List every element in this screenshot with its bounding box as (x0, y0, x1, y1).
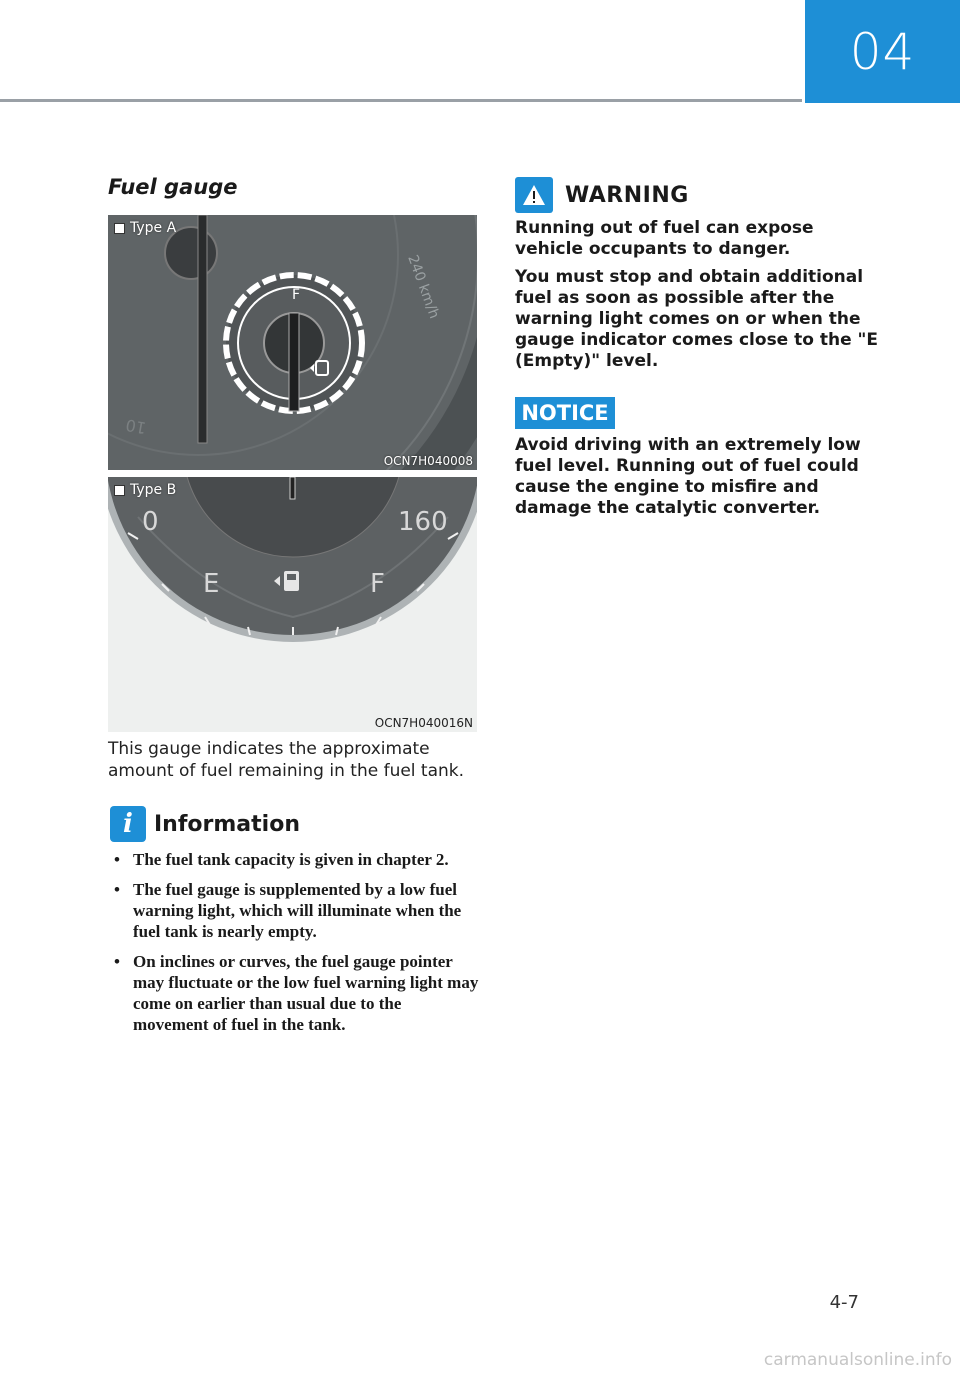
label-marker-icon (114, 485, 125, 496)
tick-mark-label: 10 (124, 415, 148, 438)
type-a-gauge-illustration (108, 215, 477, 470)
full-mark-label: F (292, 287, 301, 303)
description-text: This gauge indicates the approximate amount of fuel remaining in the fuel tank. (108, 739, 465, 781)
list-item: • The fuel gauge is supplemented by a low fuel warning light, which will illuminate when the fuel tank is nearly empty. (108, 879, 480, 942)
warning-heading (515, 177, 689, 213)
info-icon: i (110, 806, 146, 842)
watermark: carmanualsonline.info (763, 1350, 952, 1370)
label-marker-icon (114, 223, 125, 234)
figure-b-code: OCN7H040016N (374, 716, 473, 730)
information-list (108, 849, 480, 1044)
warning-paragraph-2: You must stop and obtain additional fuel as soon as possible after the warning light comes on or when the gauge indicator comes close to the "E (Empty)" level. (515, 267, 879, 371)
speed-mark-label: 240 km/h (404, 252, 443, 321)
figure-a-label: Type A (114, 220, 176, 236)
warning-triangle-icon (515, 177, 553, 213)
information-heading (110, 806, 300, 842)
figure-b-label: Type B (114, 482, 176, 498)
list-item: • The fuel tank capacity is given in chapter 2. (108, 849, 480, 870)
notice-label: NOTICE (515, 397, 615, 429)
notice-text: Avoid driving with an extremely low fuel level. Running out of fuel could cause the engine to misfire and damage the catalytic converter. (515, 435, 861, 518)
information-title: Information (154, 811, 300, 837)
figure-type-b (108, 477, 477, 732)
speed-high-label: 160 (398, 507, 448, 537)
figure-type-a (108, 215, 477, 470)
section-title: Fuel gauge (108, 175, 238, 199)
full-mark-label: F (370, 569, 385, 599)
empty-mark-label: E (203, 569, 220, 599)
header-rule (0, 99, 802, 102)
list-item: • On inclines or curves, the fuel gauge pointer may fluctuate or the low fuel warning light may come on earlier than usual due to the movement of fuel in the tank. (108, 951, 480, 1035)
type-b-gauge-illustration (108, 477, 477, 732)
warning-title: WARNING (565, 182, 689, 208)
figure-a-code: OCN7H040008 (383, 454, 473, 468)
warning-paragraph-1: Running out of fuel can expose vehicle occupants to danger. (515, 218, 814, 259)
speed-low-label: 0 (142, 507, 159, 537)
page-number: 4-7 (829, 1292, 859, 1313)
chapter-number-tab: 04 (805, 0, 960, 103)
